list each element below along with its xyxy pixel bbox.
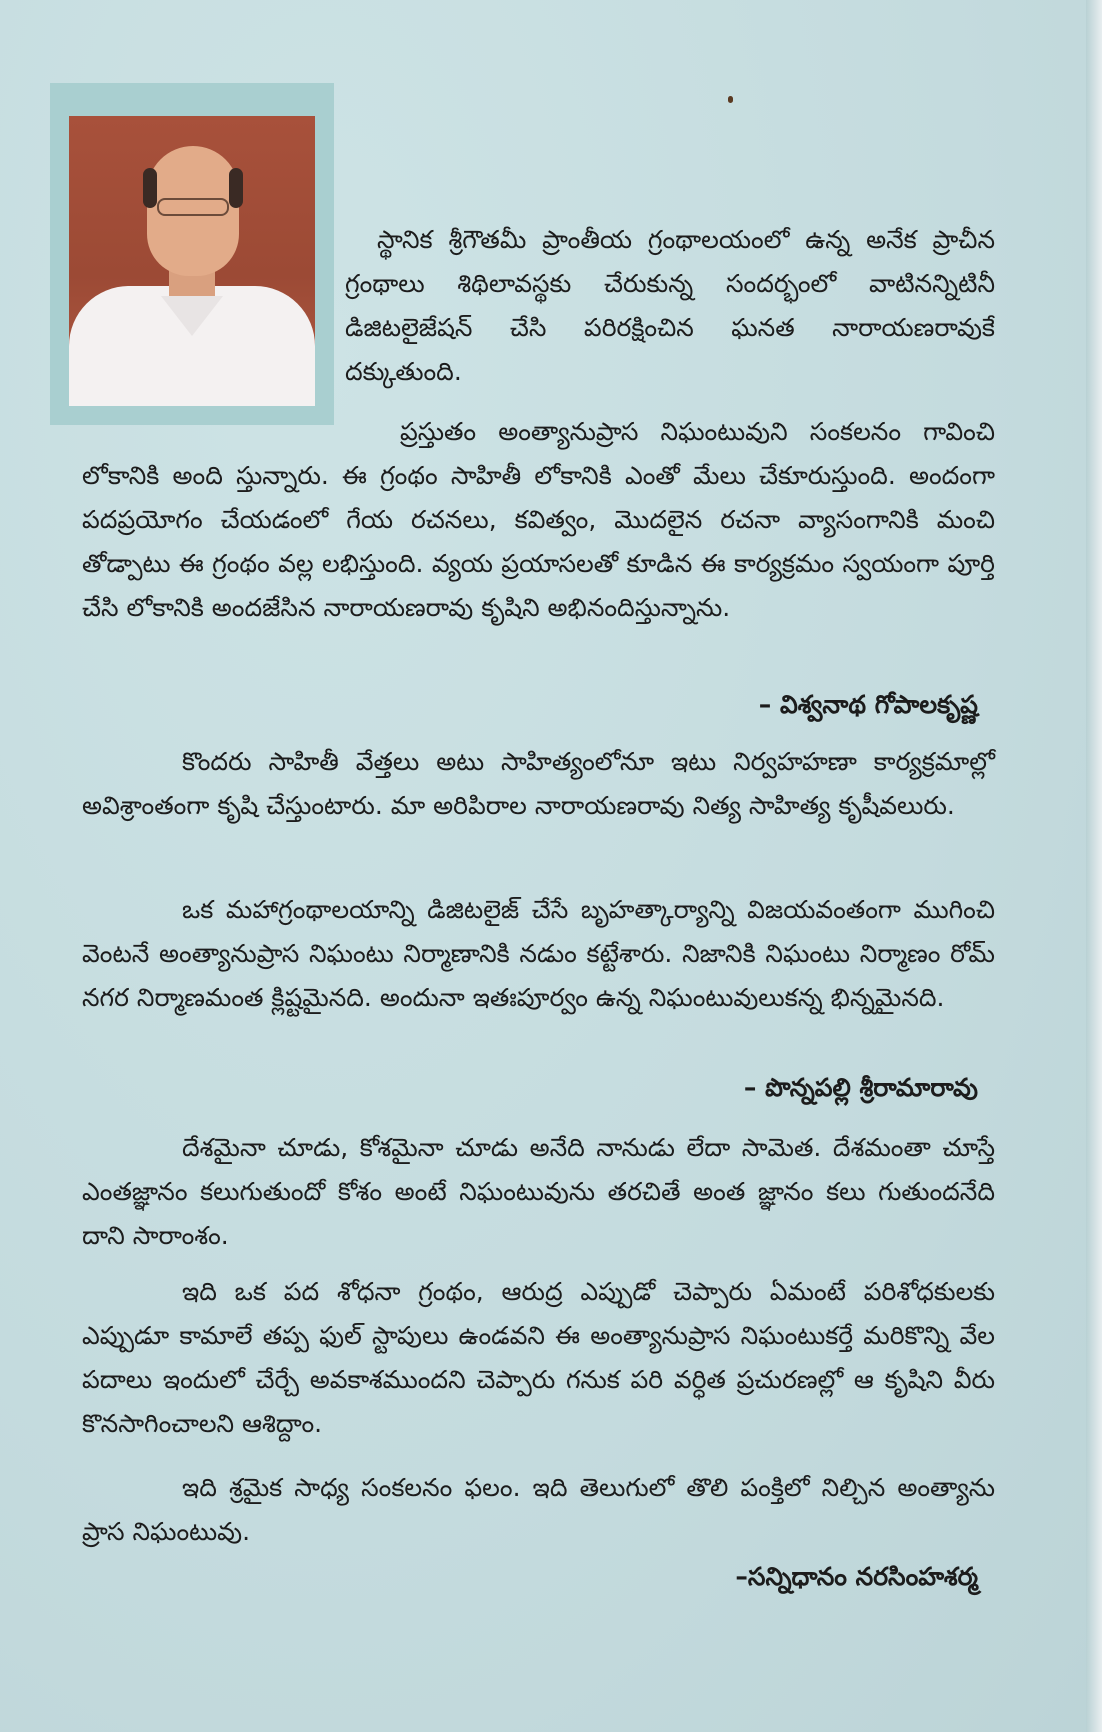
paragraph-4: ఒక మహాగ్రంథాలయాన్ని డిజిటలైజ్ చేసే బృహత్కార్యాన్ని విజయవంతంగా ముగించి వెంటనే అంత్యానుప్రాస నిఘంటు నిర్మాణానికి నడుం కట్టేశారు. నిజానికి నిఘంటు నిర్మాణం రోమ్ నగర నిర్మాణమంత క్లిష్టమైనది. అందునా ఇతఃపూర్వం ఉన్న నిఘంటువులుకన్న భిన్నమైనది.	[82, 895, 995, 1012]
photo-hair-left	[143, 168, 157, 208]
paragraph-3: కొందరు సాహితీ వేత్తలు అటు సాహిత్యంలోనూ ఇటు నిర్వహహణా కార్యక్రమాల్లో అవిశ్రాంతంగా కృషి చేస్తుంటారు. మా అరిపిరాల నారాయణరావు నిత్య సాహిత్య కృషీవలురు.	[82, 747, 995, 820]
paragraph-6: ఇది ఒక పద శోధనా గ్రంథం, ఆరుద్ర ఎప్పుడో చెప్పారు ఏమంటే పరిశోధకులకు ఎప్పుడూ కామాలే తప్ప ఫుల్ స్టాపులు ఉండవని ఈ అంత్యానుప్రాస నిఘంటుకర్తే మరికొన్ని వేల పదాలు ఇందులో చేర్చే అవకాశముందని చెప్పారు గనుక పరి వర్ధిత ప్రచురణల్లో ఆ కృషిని వీరు కొనసాగించాలని ఆశిద్దాం.	[82, 1277, 995, 1438]
print-speck	[728, 96, 733, 103]
signature-1: – విశ్వనాథ గోపాలకృష్ణ	[758, 690, 978, 719]
paragraph-5: దేశమైనా చూడు, కోశమైనా చూడు అనేది నానుడు లేదా సామెత. దేశమంతా చూస్తే ఎంతజ్ఞానం కలుగుతుందో కోశం అంటే నిఘంటువును తరచితే అంత జ్ఞానం కలు గుతుందనేది దాని సారాంశం.	[82, 1133, 995, 1250]
signature-2: – పొన్నపల్లి శ్రీరామారావు	[743, 1073, 978, 1102]
signature-3: –సన్నిధానం నరసింహశర్మ	[735, 1562, 978, 1591]
paragraph-7: ఇది శ్రమైక సాధ్య సంకలనం ఫలం. ఇది తెలుగులో తొలి పంక్తిలో నిల్చిన అంత్యాను ప్రాస నిఘంటువు.	[82, 1473, 995, 1546]
page-edge	[1086, 0, 1102, 1732]
paragraph-1: స్థానిక శ్రీగౌతమీ ప్రాంతీయ గ్రంథాలయంలో ఉన్న అనేక ప్రాచీన గ్రంథాలు శిథిలావస్థకు చేరుకున్న సందర్భంలో వాటినన్నిటినీ డిజిటలైజేషన్ చేసి పరిరక్షించిన ఘనత నారాయణరావుకే దక్కుతుంది.	[345, 225, 995, 386]
photo-hair-right	[229, 168, 243, 208]
author-photo-frame	[50, 83, 334, 425]
photo-glasses	[157, 198, 229, 216]
photo-collar	[161, 296, 223, 336]
author-photo	[69, 116, 315, 406]
paragraph-2: ప్రస్తుతం అంత్యానుప్రాస నిఘంటువుని సంకలనం గావించి లోకానికి అంది స్తున్నారు. ఈ గ్రంథం సాహితీ లోకానికి ఎంతో మేలు చేకూరుస్తుంది. అందంగా పదప్రయోగం చేయడంలో గేయ రచనలు, కవిత్వం, మొదలైన రచనా వ్యాసంగానికి మంచి తోడ్పాటు ఈ గ్రంథం వల్ల లభిస్తుంది. వ్యయ ప్రయాసలతో కూడిన ఈ కార్యక్రమం స్వయంగా పూర్తి చేసి లోకానికి అందజేసిన నారాయణరావు కృషిని అభినందిస్తున్నాను.	[82, 417, 995, 622]
